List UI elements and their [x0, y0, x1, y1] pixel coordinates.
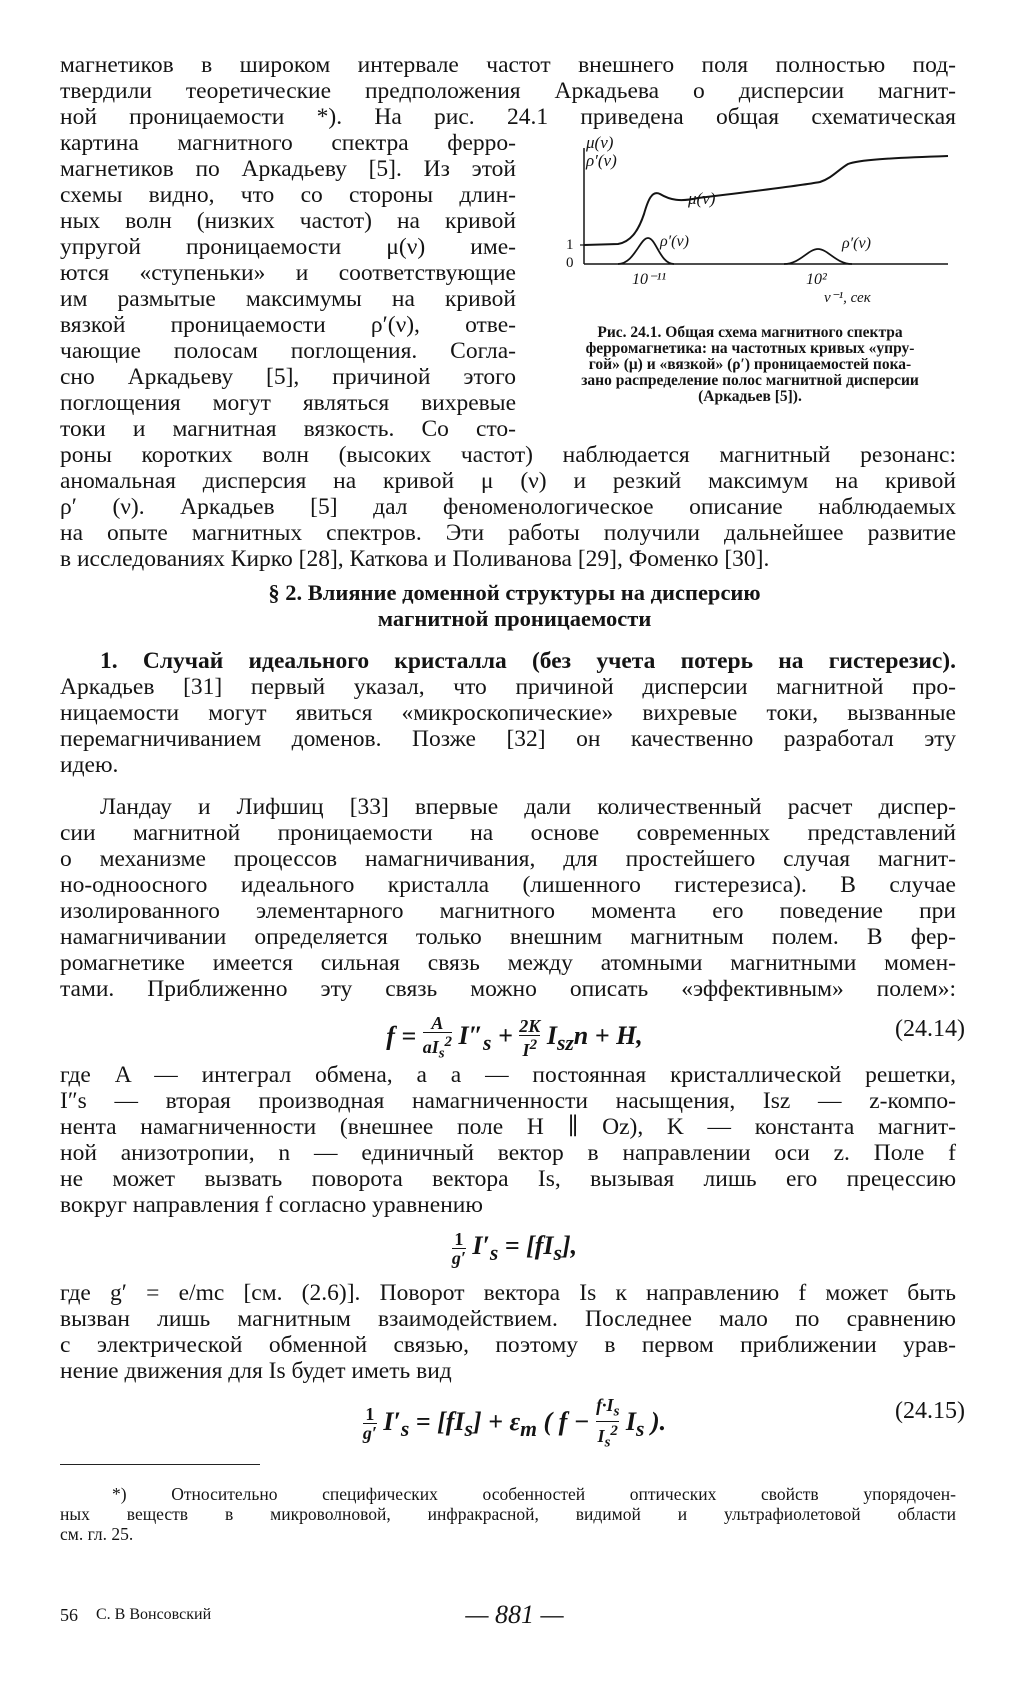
text-line: твердили теоретические предположения Аркадьева о дисперсии магнит-: [60, 78, 956, 104]
label-mu-curve: μ(ν): [688, 189, 716, 208]
figure-caption-line: Рис. 24.1. Общая схема магнитного спектра: [597, 324, 903, 341]
section-title: магнитной проницаемости: [377, 606, 652, 631]
text-line: идею.: [60, 752, 119, 778]
text-line: чающие полосам поглощения. Согла-: [60, 338, 516, 364]
footnote-line: *) Относительно специфических особенностей оптических свойств упорядочен-: [112, 1484, 956, 1504]
text-line: сии магнитной проницаемости на основе современных представлений: [60, 820, 956, 846]
x-axis-label: ν⁻¹, сек: [824, 290, 871, 306]
text-line: перемагничиванием доменов. Позже [32] он качественно разработал эту: [60, 726, 956, 752]
text-line: ных волн (низких частот) на кривой: [60, 208, 516, 234]
text-line: нение движения для Is будет иметь вид: [60, 1358, 452, 1384]
text-line: роны коротких волн (высоких частот) наблюдается магнитный резонанс:: [60, 442, 956, 468]
page-number: — 881 —: [465, 1600, 564, 1629]
equation-number: (24.15): [895, 1398, 965, 1424]
footnote-line: ных веществ в микроволновой, инфракрасной, видимой и ультрафиолетовой области: [60, 1504, 956, 1524]
figure-caption-line: гой» (μ) и «вязкой» (ρ′) проницаемостей пока-: [588, 356, 912, 373]
text-line: в исследованиях Кирко [28], Каткова и Поливанова [29], Фоменко [30].: [60, 546, 770, 572]
text-line: I″s — вторая производная намагниченности насыщения, Isz — z-компо-: [60, 1088, 956, 1114]
text-line: с электрической обменной связью, поэтому в первом приближении урав-: [60, 1332, 956, 1358]
text-line: вязкой проницаемости ρ′(ν), отве-: [60, 312, 516, 338]
figure-caption-line: (Аркадьев [5]).: [698, 388, 802, 405]
section-title: § 2. Влияние доменной структуры на дисперсию: [268, 580, 761, 605]
text-line: намагничивании определяется только внешним магнитным полем. В фер-: [60, 924, 956, 950]
text-line: аномальная дисперсия на кривой μ (ν) и резкий максимум на кривой: [60, 468, 956, 494]
y-label-mu: μ(ν): [586, 134, 614, 152]
equation-24-15: $\frac{1}{g'}$ $I'_s = [fI_s] + \varepsilon_m$ ( f − $\frac{f\cdot I_s}{I_s^2}$ $I_s$ ).: [362, 1395, 667, 1451]
author-credit: С. В Вонсовский: [96, 1606, 212, 1623]
text-line: где A — интеграл обмена, а a — постоянная кристаллической решетки,: [60, 1062, 956, 1088]
subsection-heading: 1. Случай идеального кристалла (без учета потерь на гистерезис).: [100, 648, 956, 674]
label-rho-2: ρ′(ν): [842, 235, 871, 252]
label-rho-1: ρ′(ν): [660, 233, 689, 250]
text-line: где g′ = e/mc [см. (2.6)]. Поворот вектора Is к направлению f может быть: [60, 1280, 956, 1306]
text-line: вызван лишь магнитным взаимодействием. Последнее мало по сравнению: [60, 1306, 956, 1332]
text-line: ρ′ (ν). Аркадьев [5] дал феноменологическое описание наблюдаемых: [60, 494, 956, 520]
text-line: Ландау и Лифшиц [33] впервые дали количественный расчет диспер-: [100, 794, 956, 820]
text-line: ромагнетике имеется сильная связь между атомными магнитными момен-: [60, 950, 956, 976]
text-line: о механизме процессов намагничивания, для простейшего случая магнит-: [60, 846, 956, 872]
text-line: картина магнитного спектра ферро-: [60, 130, 516, 156]
text-line: магнетиков в широком интервале частот внешнего поля полностью под-: [60, 52, 956, 78]
text-line: изолированного элементарного магнитного момента его поведение при: [60, 898, 956, 924]
tick-label-0: 0: [566, 255, 574, 271]
text-line: тами. Приближенно эту связь можно описать «эффективным» полем»:: [60, 976, 956, 1002]
text-line: ются «ступеньки» и соответствующие: [60, 260, 516, 286]
figure-caption-line: зано распределение полос магнитной дисперсии: [581, 372, 919, 389]
x-tick-2: 10²: [806, 271, 827, 288]
footnote-rule: [60, 1464, 260, 1465]
text-line: схемы видно, что со стороны длин-: [60, 182, 516, 208]
text-line: сно Аркадьеву [5], причиной этого: [60, 364, 516, 390]
text-line: вокруг направления f согласно уравнению: [60, 1192, 483, 1218]
equation-precession: $\frac{1}{g'}$ $I'_s = [fI_s]$,: [451, 1229, 578, 1268]
text-line: ной анизотропии, n — единичный вектор в направлении оси z. Поле f: [60, 1140, 956, 1166]
text-line: токи и магнитная вязкость. Со сто-: [60, 416, 516, 442]
text-line: им размытые максимумы на кривой: [60, 286, 516, 312]
signature-mark: 56: [60, 1605, 78, 1625]
mu-curve: [584, 156, 948, 245]
equation-number: (24.14): [895, 1016, 965, 1042]
text-line: но-одноосного идеального кристалла (лишенного гистерезиса). В случае: [60, 872, 956, 898]
text-line: поглощения могут являться вихревые: [60, 390, 516, 416]
footnote-line: см. гл. 25.: [60, 1524, 134, 1544]
text-line: на опыте магнитных спектров. Эти работы получили дальнейшее развитие: [60, 520, 956, 546]
text-line: магнетиков по Аркадьеву [5]. Из этой: [60, 156, 516, 182]
equation-24-14: f = A $aI_s^2$ $I''_s$ + $\frac{2K}{I^2}$ $I_{sz}n + H$,: [386, 1013, 643, 1062]
text-line: упругой проницаемости μ(ν) име-: [60, 234, 516, 260]
figure-caption-line: ферромагнетика: на частотных кривых «упру-: [585, 340, 915, 357]
x-tick-1: 10⁻¹¹: [632, 271, 667, 288]
text-line: Аркадьев [31] первый указал, что причиной дисперсии магнитной про-: [60, 674, 956, 700]
text-line: ной проницаемости *). На рис. 24.1 приведена общая схематическая: [60, 104, 956, 130]
text-line: ницаемости могут явиться «микроскопические» вихревые токи, вызванные: [60, 700, 956, 726]
y-label-rho: ρ′(ν): [586, 151, 617, 170]
tick-label-1: 1: [566, 237, 574, 253]
text-line: нента намагниченности (внешнее поле H ∥ Oz), K — константа магнит-: [60, 1114, 956, 1140]
text-line: не может вызвать поворота вектора Is, вызывая лишь его прецессию: [60, 1166, 956, 1192]
